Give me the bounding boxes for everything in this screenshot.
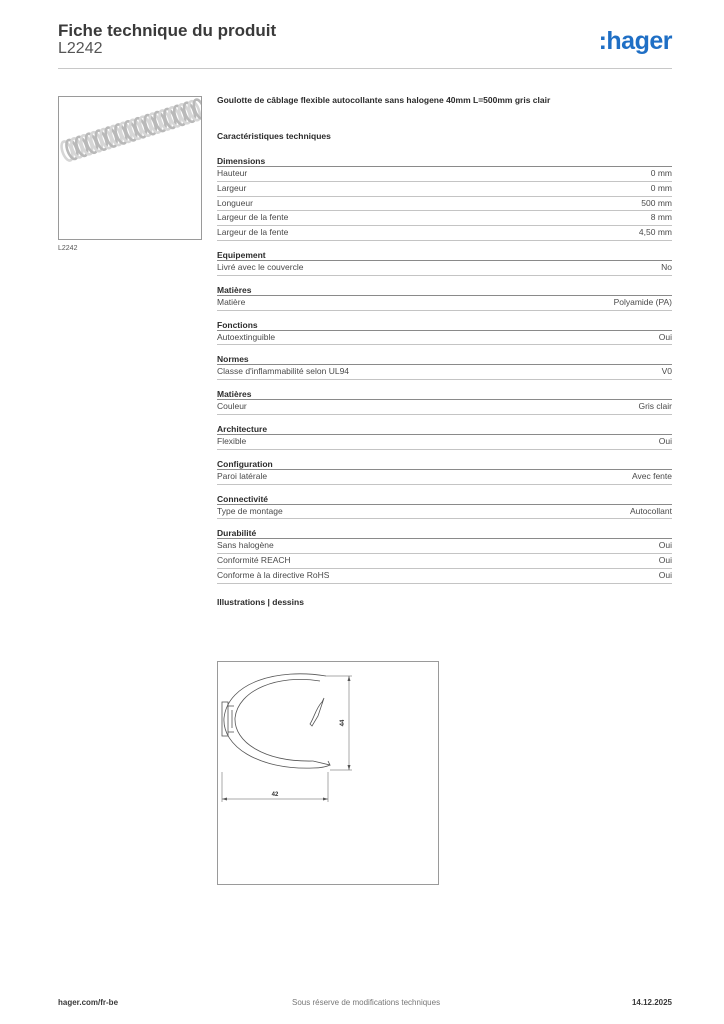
spec-value: Polyamide (PA) — [613, 296, 672, 307]
spec-value: Avec fente — [631, 470, 672, 481]
spec-row — [217, 539, 672, 554]
width-dimension-label: 42 — [271, 792, 279, 798]
spec-label: Largeur de la fente — [217, 227, 289, 238]
flexible-conduit-image — [59, 97, 201, 239]
spec-label: Type de montage — [217, 505, 283, 516]
spec-label: Sans halogène — [217, 540, 274, 551]
spec-row — [217, 226, 672, 241]
product-photo — [58, 96, 202, 240]
spec-row — [217, 554, 672, 569]
spec-value: 0 mm — [650, 182, 672, 193]
footer-date: 14.12.2025 — [631, 998, 672, 1007]
spec-label: Largeur — [217, 182, 247, 193]
cross-section-drawing — [218, 662, 438, 884]
page-title: Fiche technique du produit — [58, 21, 277, 40]
spec-value: Autocollant — [629, 505, 672, 516]
spec-row — [217, 211, 672, 226]
spec-value: Oui — [658, 435, 672, 446]
spec-row — [217, 505, 672, 520]
spec-label: Conformité REACH — [217, 555, 291, 566]
spec-row — [217, 167, 672, 182]
footer-website[interactable]: hager.com/fr-be — [58, 998, 119, 1007]
spec-value: 8 mm — [650, 212, 672, 223]
spec-label: Conforme à la directive RoHS — [217, 569, 330, 580]
section-title: Normes — [217, 354, 672, 365]
section-title: Dimensions — [217, 156, 672, 167]
product-description: Goulotte de câblage flexible autocollante sans halogene 40mm L=500mm gris clair — [217, 95, 551, 105]
section-title: Fonctions — [217, 320, 672, 331]
brand-name: hager — [606, 27, 672, 55]
spec-row — [217, 182, 672, 197]
lip-profile — [310, 698, 324, 726]
spec-row — [217, 365, 672, 380]
specs-content — [217, 94, 672, 612]
spec-label: Matière — [217, 296, 246, 307]
spec-value: Oui — [658, 569, 672, 580]
spec-label: Flexible — [217, 435, 247, 446]
spec-value: 4,50 mm — [638, 227, 672, 238]
product-reference: L2242 — [58, 40, 103, 57]
spec-label: Livré avec le couvercle — [217, 261, 304, 272]
spec-value: Oui — [658, 331, 672, 342]
section-title: Matières — [217, 389, 672, 400]
spec-row — [217, 470, 672, 485]
section-title: Equipement — [217, 250, 672, 261]
spec-value: Oui — [658, 540, 672, 551]
spec-section — [217, 528, 672, 583]
spec-row — [217, 569, 672, 584]
spec-section — [217, 424, 672, 450]
spec-label: Paroi latérale — [217, 470, 268, 481]
spec-row — [217, 296, 672, 311]
spec-row — [217, 261, 672, 276]
technical-drawing — [217, 661, 439, 885]
spec-row — [217, 331, 672, 346]
section-title: Connectivité — [217, 494, 672, 505]
spec-section — [217, 459, 672, 485]
spec-row — [217, 435, 672, 450]
spec-value: 500 mm — [641, 197, 672, 208]
characteristics-title: Caractéristiques techniques — [217, 131, 331, 141]
spec-label: Hauteur — [217, 168, 248, 178]
section-title: Architecture — [217, 424, 672, 435]
spec-section — [217, 250, 672, 276]
photo-caption: L2242 — [58, 245, 78, 252]
spec-value: 0 mm — [650, 168, 672, 178]
hager-logo: :hager — [598, 27, 672, 55]
inner-profile — [235, 679, 320, 761]
spec-section — [217, 494, 672, 520]
section-title: Configuration — [217, 459, 672, 470]
spec-label: Largeur de la fente — [217, 212, 289, 223]
spec-section — [217, 354, 672, 380]
spec-label: Couleur — [217, 401, 247, 412]
spec-label: Autoextinguible — [217, 331, 276, 342]
spec-row — [217, 400, 672, 415]
section-title: Durabilité — [217, 528, 672, 539]
spec-value: No — [661, 261, 672, 272]
header-divider — [58, 68, 672, 69]
spec-section — [217, 156, 672, 241]
spec-section — [217, 389, 672, 415]
section-title: Matières — [217, 285, 672, 296]
spec-value: V0 — [661, 366, 672, 377]
spec-section — [217, 320, 672, 346]
spec-row — [217, 197, 672, 212]
spec-label: Longueur — [217, 197, 253, 208]
outer-profile — [224, 674, 330, 768]
height-dimension-label: 44 — [340, 719, 346, 727]
spec-sections — [217, 156, 672, 584]
footer-notice: Sous réserve de modifications techniques — [292, 998, 441, 1007]
spec-value: Gris clair — [638, 401, 672, 412]
illustrations-title: Illustrations | dessins — [217, 596, 304, 607]
spec-label: Classe d'inflammabilité selon UL94 — [217, 366, 350, 377]
spec-section — [217, 285, 672, 311]
spec-value: Oui — [658, 555, 672, 566]
